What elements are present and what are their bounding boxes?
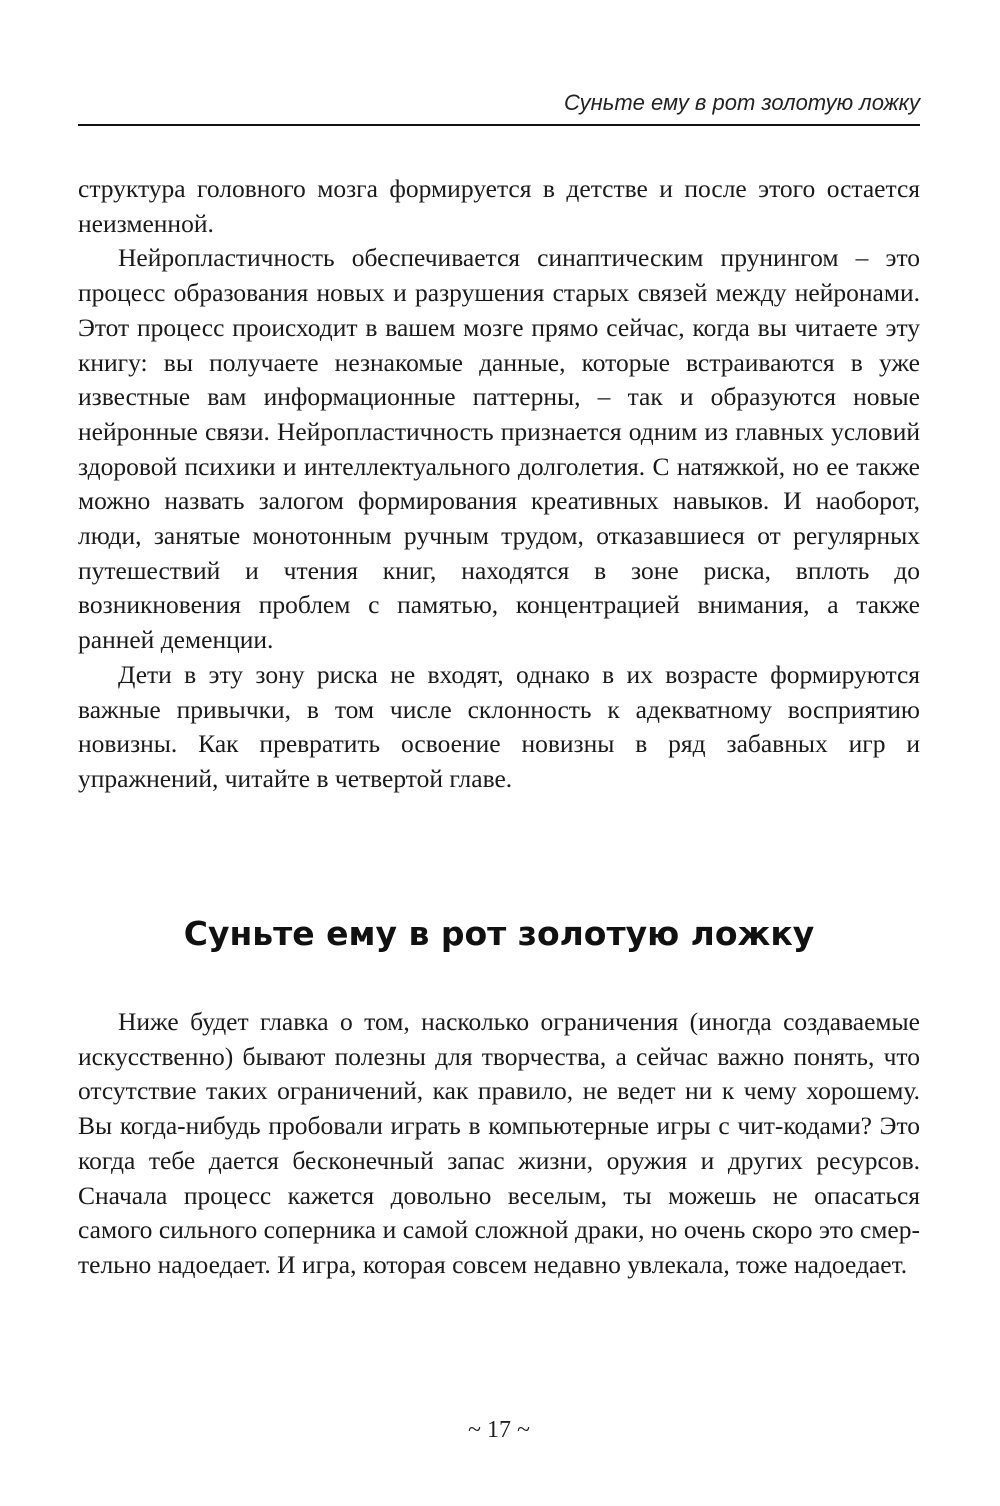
header-divider [78,124,920,126]
paragraph-neuroplasticity: Нейропластичность обеспечивается синаптическим прунингом – это процесс образования новых и разрушения старых связей между нейронами. Этот процесс происходит в вашем мозге прямо сейчас, когда вы читаете эту книгу: вы получаете незнакомые данные, которые встраиваются в уже известные вам информационные паттерны, – так и образуются новые нейронные связи. Нейропластичность признается одним из главных условий здоровой психики и интеллектуального долголетия. С натяжкой, но ее также можно назвать залогом формирования креативных навыков. И наоборот, люди, занятые монотонным ручным трудом, отказавшиеся от регулярных путешествий и чтения книг, находятся в зоне риска, вплоть до возникновения проблем с памятью, концентрацией внимания, а также ранней деменции. [78,243,920,655]
page-number: ~ 17 ~ [468,1417,530,1443]
section-heading: Суньте ему в рот золотую ложку [183,914,815,953]
text-block-section [78,1005,920,1283]
paragraph-cheat-codes: Ниже будет главка о том, насколько ограничения (иногда создаваемые искусственно) бывают полезны для творчества, а сейчас важно понять, что отсутствие таких ограничений, как правило, не ведет ни к чему хорошему. Вы когда-нибудь пробовали играть в компьютерные игры с чит-кодами? Это когда тебе дается бесконечный запас жизни, оружия и других ресурсов. Сначала процесс кажется довольно веселым, ты можешь не опасаться самого сильного соперника и самой сложной драки, но очень скоро это смертельно надоедает. И игра, которая совсем недавно увлекала, тоже надоедает. [78,1007,920,1279]
paragraph-continuation: структура головного мозга формируется в детстве и после этого остается неизменной. [78,174,920,238]
paragraph-children: Дети в эту зону риска не входят, однако в их возрасте формируются важные привычки, в том числе склонность к адекватному восприятию новизны. Как превратить освоение новизны в ряд забавных игр и упражнений, читайте в четвертой главе. [78,659,920,793]
text-block-top [78,172,920,797]
running-header-title: Суньте ему в рот золотую ложку [564,90,920,115]
